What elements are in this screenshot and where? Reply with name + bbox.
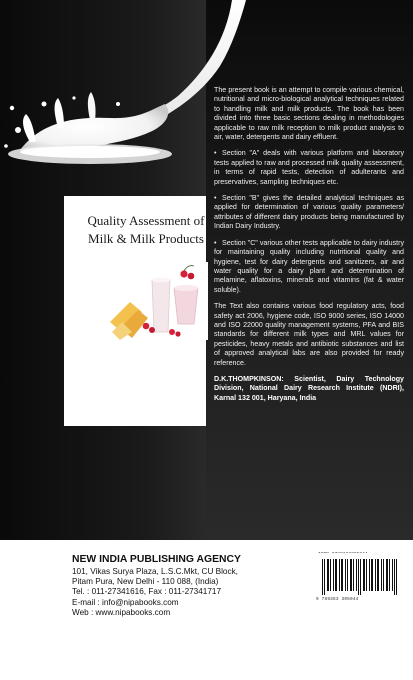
bullet-icon: • — [214, 238, 217, 247]
author-bio: D.K.THOMPKINSON: Scientist, Dairy Technology Division, National Dairy Research Institute (NDRI), Karnal 132 001, Haryana, India — [214, 374, 404, 402]
publisher-web[interactable]: Web : www.nipabooks.com — [72, 607, 171, 617]
section-c-paragraph — [214, 239, 404, 295]
publisher-address-1: 101, Vikas Surya Plaza, L.S.C.Mkt, CU Block, — [72, 567, 238, 576]
barcode-digits: 9 789383 305044 — [316, 597, 359, 602]
section-b-text: Section "B" gives the detailed analytical techniques as applied for determination of various quality parameters/ attributes of different dairy products being manufactured by Indian Dairy Industry. — [214, 194, 404, 231]
publisher-address-2: Pitam Pura, New Delhi - 110 088, (India) — [72, 577, 219, 587]
section-b-paragraph — [214, 194, 404, 232]
title-line-1: Quality Assessment of — [87, 213, 205, 228]
publisher-block — [72, 553, 292, 618]
publisher-name: NEW INDIA PUBLISHING AGENCY — [72, 554, 241, 565]
section-a-text: Section "A" deals with various platform and laboratory tests applied to raw and processed milk quality assessment, in terms of rapid tests, detection of adulterants and preservatives, sampling techniques etc. — [214, 149, 404, 186]
section-c-text: Section "C" various other tests applicable to dairy industry for maintaining quality including nutritional quality and hygiene, test for dairy detergents and sanitizers, air and water quality for a dairy plant and determination of melamine, aflatoxins, minerals and vitamins (fat & water soluble). — [214, 238, 404, 294]
publisher-email[interactable]: E-mail : info@nipabooks.com — [72, 597, 179, 607]
milk-products-image — [108, 262, 208, 340]
book-title — [76, 212, 216, 248]
intro-paragraph: The present book is an attempt to compile various chemical, nutritional and micro-biological analytical techniques related to handling milk and milk products. The book has been divided into three basic sections dealing in methodologies applicable to raw milk reception to milk product analysis to air, water, detergents and dairy effluent. — [214, 86, 404, 142]
bullet-icon: • — [214, 149, 217, 158]
publisher-phone: Tel. : 011-27341616, Fax : 011-27341717 — [72, 587, 221, 597]
barcode-image — [318, 553, 406, 597]
text-extra-paragraph: The Text also contains various food regulatory acts, food safety act 2006, hygiene code, ISO 9000 series, ISO 14000 and ISO 22000 quality management systems, PFA and BIS standards for different milk types and MRL values for pesticides, heavy metals and antibiotic substances and list of approved analytical labs are also provided for ready reference. — [214, 302, 404, 367]
title-line-2: Milk & Milk Products — [88, 231, 204, 246]
description-column — [214, 86, 404, 410]
bullet-icon: • — [214, 194, 217, 203]
section-a-paragraph — [214, 149, 404, 187]
